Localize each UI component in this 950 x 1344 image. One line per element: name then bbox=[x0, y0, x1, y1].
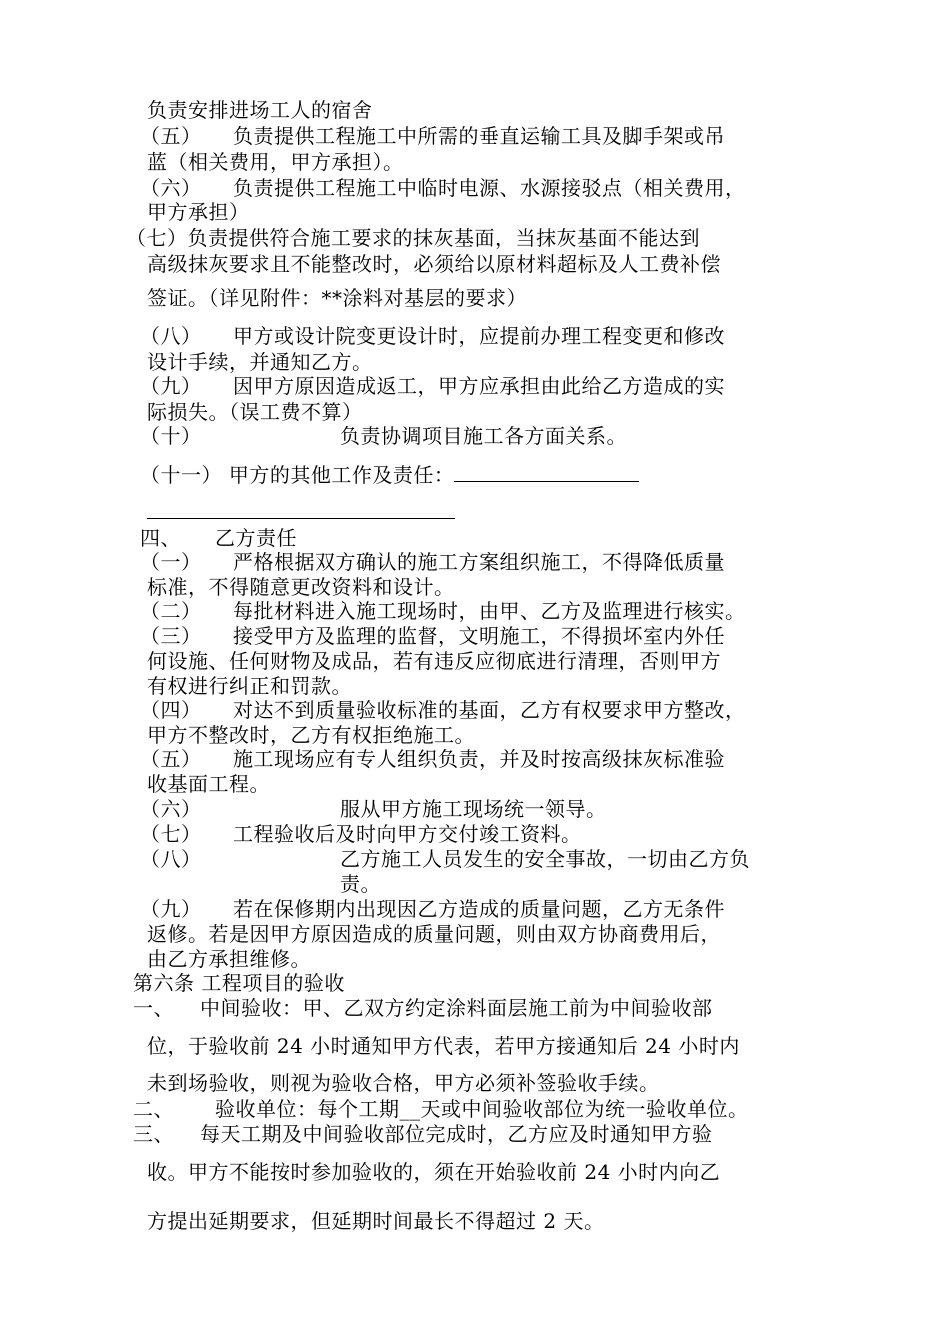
text-line: 由乙方承担维修。 bbox=[147, 947, 311, 971]
text-line: 何设施、任何财物及成品，若有违反应彻底进行清理，否则甲方 bbox=[147, 649, 721, 673]
item-number: 二、 bbox=[133, 1097, 174, 1121]
text-line: 对达不到质量验收标准的基面，乙方有权要求甲方整改， bbox=[233, 698, 746, 722]
item-number: （八） bbox=[140, 324, 202, 348]
item-number: （四） bbox=[140, 698, 202, 722]
text-line: 位，于验收前 24 小时通知甲方代表，若甲方接通知后 24 小时内 bbox=[147, 1034, 740, 1058]
text-line: 负责安排进场工人的宿舍 bbox=[147, 98, 373, 122]
item-number: （三） bbox=[140, 624, 202, 648]
text-line: 甲方承担） bbox=[147, 200, 250, 224]
text-line: 乙方施工人员发生的安全事故，一切由乙方负 bbox=[340, 847, 750, 871]
text-line: 标准，不得随意更改资料和设计。 bbox=[147, 575, 455, 599]
text-line: 签证。（详见附件：**涂料对基层的要求） bbox=[147, 286, 527, 310]
text-line: 蓝（相关费用，甲方承担）。 bbox=[147, 150, 404, 174]
section-heading: 乙方责任 bbox=[215, 526, 297, 550]
item-number: 三、 bbox=[133, 1122, 174, 1146]
text-line: 验收单位：每个工期__天或中间验收部位为统一验收单位。 bbox=[215, 1097, 749, 1121]
text-line: 负责协调项目施工各方面关系。 bbox=[340, 424, 627, 448]
blank-underline bbox=[454, 461, 639, 482]
text-line: 高级抹灰要求且不能整改时，必须给以原材料超标及人工费补偿 bbox=[147, 252, 721, 276]
text-line: 负责提供工程施工中临时电源、水源接驳点（相关费用， bbox=[233, 176, 746, 200]
text-line: 每批材料进入施工现场时，由甲、乙方及监理进行核实。 bbox=[233, 599, 746, 623]
text-line: 中间验收：甲、乙双方约定涂料面层施工前为中间验收部 bbox=[200, 996, 713, 1020]
item-number: （十） bbox=[140, 424, 202, 448]
section-number: 四、 bbox=[140, 526, 181, 550]
item-number: （五） bbox=[140, 124, 202, 148]
text-line: 施工现场应有专人组织负责，并及时按高级抹灰标准验 bbox=[233, 747, 725, 771]
text-line: 未到场验收，则视为验收合格，甲方必须补签验收手续。 bbox=[147, 1071, 660, 1095]
text-line: 方提出延期要求，但延期时间最长不得超过 2 天。 bbox=[147, 1209, 605, 1233]
text-line: 收基面工程。 bbox=[147, 772, 270, 796]
article-title: 第六条 工程项目的验收 bbox=[133, 971, 345, 995]
text-line: 因甲方原因造成返工，甲方应承担由此给乙方造成的实 bbox=[233, 374, 725, 398]
item-number: （六） bbox=[140, 797, 202, 821]
item-number: （一） bbox=[140, 550, 202, 574]
item-number: （九） bbox=[140, 897, 202, 921]
text-line: 服从甲方施工现场统一领导。 bbox=[340, 797, 607, 821]
text-line: （七）负责提供符合施工要求的抹灰基面，当抹灰基面不能达到 bbox=[126, 226, 700, 250]
text-line: 工程验收后及时向甲方交付竣工资料。 bbox=[233, 822, 582, 846]
text-line: 收。甲方不能按时参加验收的，须在开始验收前 24 小时内向乙 bbox=[147, 1160, 721, 1184]
text-line: 严格根据双方确认的施工方案组织施工，不得降低质量 bbox=[233, 550, 725, 574]
text-line: 有权进行纠正和罚款。 bbox=[147, 674, 352, 698]
text-line: 际损失。（误工费不算） bbox=[147, 400, 363, 424]
item-number: （九） bbox=[140, 374, 202, 398]
text-line: 甲方或设计院变更设计时，应提前办理工程变更和修改 bbox=[233, 324, 725, 348]
item-number: 一、 bbox=[133, 996, 174, 1020]
blank-underline bbox=[147, 518, 455, 519]
text-line: （十一） 甲方的其他工作及责任： bbox=[140, 463, 455, 487]
text-line: 每天工期及中间验收部位完成时，乙方应及时通知甲方验 bbox=[200, 1122, 713, 1146]
text-line: 返修。若是因甲方原因造成的质量问题，则由双方协商费用后， bbox=[147, 922, 721, 946]
item-number: （六） bbox=[140, 176, 202, 200]
item-number: （五） bbox=[140, 747, 202, 771]
item-number: （七） bbox=[140, 822, 202, 846]
item-number: （二） bbox=[140, 599, 202, 623]
text-line: 负责提供工程施工中所需的垂直运输工具及脚手架或吊 bbox=[233, 124, 725, 148]
fill-in-line bbox=[140, 461, 639, 487]
text-line: 责。 bbox=[340, 872, 381, 896]
text-line: 甲方不整改时，乙方有权拒绝施工。 bbox=[147, 723, 475, 747]
text-line: 设计手续，并通知乙方。 bbox=[147, 350, 373, 374]
text-line: 若在保修期内出现因乙方造成的质量问题，乙方无条件 bbox=[233, 897, 725, 921]
text-line: 接受甲方及监理的监督，文明施工，不得损坏室内外任 bbox=[233, 624, 725, 648]
item-number: （八） bbox=[140, 847, 202, 871]
